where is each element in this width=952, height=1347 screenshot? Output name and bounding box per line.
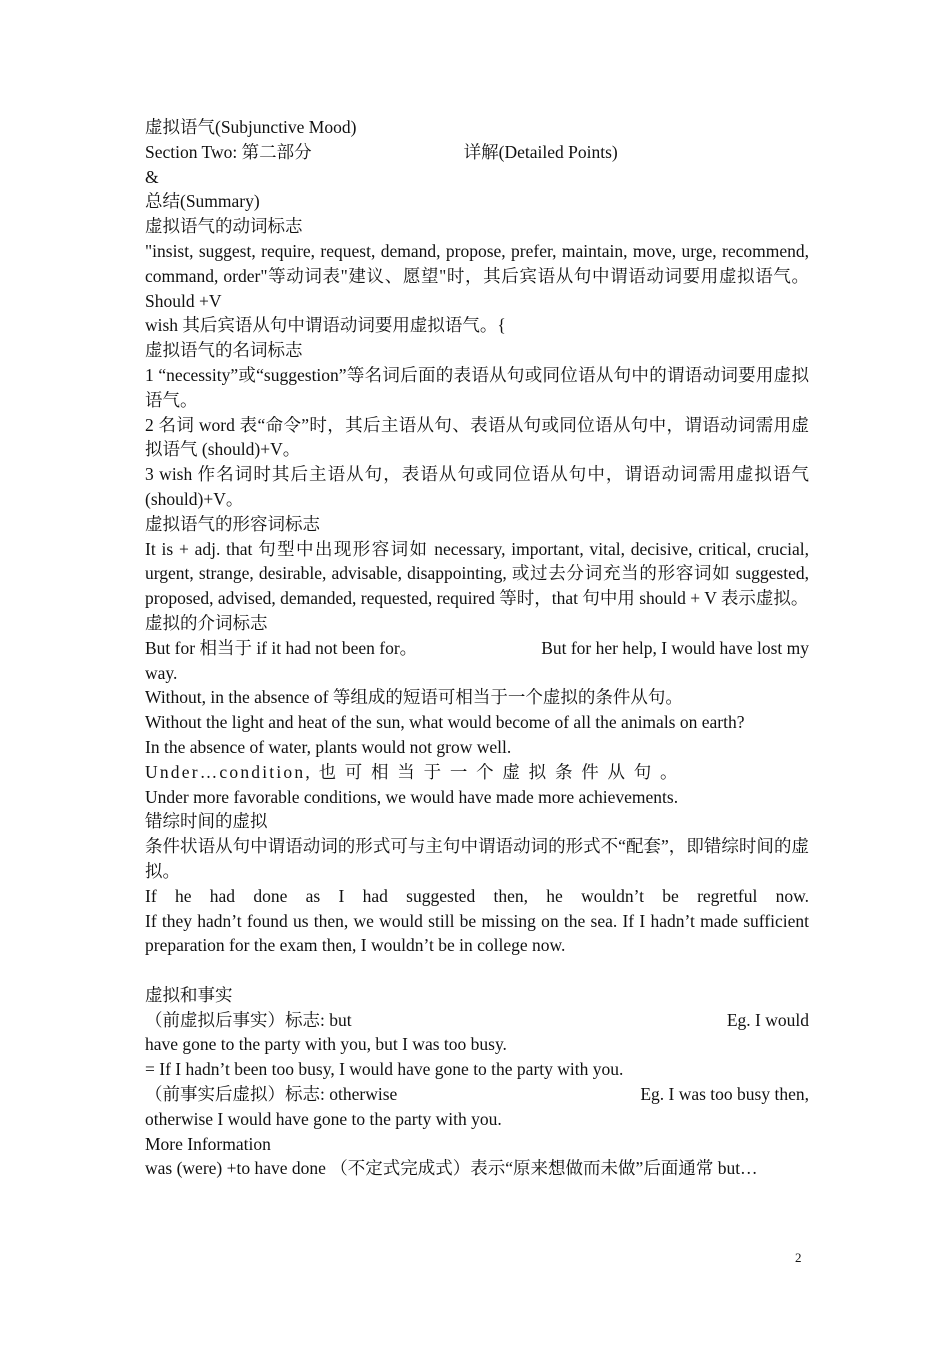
summary-label: 总结(Summary): [145, 191, 260, 212]
section-label: Section Two: 第二部分: [145, 141, 312, 162]
document-body: [145, 115, 809, 1181]
document-title: 虚拟语气(Subjunctive Mood): [145, 117, 357, 137]
under-rule: Under…condition, 也 可 相 当 于 一 个 虚 拟 条 件 从 句 。: [145, 761, 680, 782]
noun-point-3: 3 wish 作名词时其后主语从句，表语从句或同位语从句中，谓语动词需用虚拟语气(should)+V。: [145, 464, 809, 509]
way-line: way.: [145, 662, 178, 683]
section-subtitle: 详解(Detailed Points): [463, 141, 618, 162]
under-example: Under more favorable conditions, we would have made more achievements.: [145, 786, 679, 807]
absence-example: In the absence of water, plants would not grow well.: [145, 736, 512, 757]
adj-paragraph: It is + adj. that 句型中出现形容词如 necessary, important, vital, decisive, critical, crucial, urgent, strange, desirable, advisable, disappointing, 或过去分词充当的形容词如 suggested, proposed, advised, demanded, requested, required 等时，that 句中用 should + V 表示虚拟。: [145, 538, 809, 609]
wish-line: wish 其后宾语从句中谓语动词要用虚拟语气。{: [145, 315, 506, 336]
but-for-rule: But for 相当于 if it had not been for。: [145, 637, 418, 658]
fact-row-1: [145, 1008, 809, 1033]
verb-paragraph: "insist, suggest, require, request, demand, propose, prefer, maintain, move, urge, recommend, command, order"等动词表"建议、愿望"时，其后宾语从句中谓语动词要用虚拟语气。Should +V: [145, 240, 809, 311]
page-number: 2: [795, 1250, 802, 1265]
noun-point-2: 2 名词 word 表“命令”时，其后主语从句、表语从句或同位语从句中，谓语动词需用虚拟语气 (should)+V。: [145, 414, 809, 460]
mixed-heading: 错综时间的虚拟: [145, 811, 268, 832]
fact-equivalent: = If I hadn’t been too busy, I would have gone to the party with you.: [145, 1059, 624, 1080]
fact-example-start: Eg. I would: [726, 1009, 809, 1030]
fact-example-cont: have gone to the party with you, but I was too busy.: [145, 1034, 507, 1055]
adj-heading: 虚拟语气的形容词标志: [145, 513, 320, 534]
fact-example2-start: Eg. I was too busy then,: [640, 1084, 809, 1105]
section-header: [145, 140, 809, 165]
fact-rule-but: （前虚拟后事实）标志: but: [145, 1009, 352, 1030]
but-for-row: [145, 636, 809, 661]
blank-line: [145, 958, 809, 983]
fact-row-2: [145, 1082, 809, 1107]
mixed-paragraph: 条件状语从句中谓语动词的形式可与主句中谓语动词的形式不“配套”，即错综时间的虚拟。: [145, 836, 809, 881]
noun-point-1: 1 “necessity”或“suggestion”等名词后面的表语从句或同位语从句中的谓语动词要用虚拟语气。: [145, 364, 809, 410]
more-line: was (were) +to have done （不定式完成式）表示“原来想做而未做”后面通常 but…: [145, 1158, 758, 1179]
fact-heading: 虚拟和事实: [145, 984, 233, 1005]
verb-heading: 虚拟语气的动词标志: [145, 216, 303, 237]
mixed-example-1: If he had done as I had suggested then, he wouldn’t be regretful now.: [145, 885, 809, 906]
without-rule: Without, in the absence of 等组成的短语可相当于一个虚拟的条件从句。: [145, 687, 683, 708]
fact-example2-cont: otherwise I would have gone to the party with you.: [145, 1108, 502, 1129]
ampersand: &: [145, 166, 159, 187]
noun-heading: 虚拟语气的名词标志: [145, 340, 303, 361]
prep-heading: 虚拟的介词标志: [145, 612, 268, 633]
without-example: Without the light and heat of the sun, what would become of all the animals on earth?: [145, 712, 745, 733]
fact-rule-otherwise: （前事实后虚拟）标志: otherwise: [145, 1084, 398, 1105]
more-heading: More Information: [145, 1133, 271, 1154]
mixed-example-2: If they hadn’t found us then, we would still be missing on the sea. If I hadn’t made sufficient preparation for the exam then, I wouldn’t be in college now.: [145, 910, 809, 956]
but-for-example: But for her help, I would have lost my: [541, 637, 809, 658]
